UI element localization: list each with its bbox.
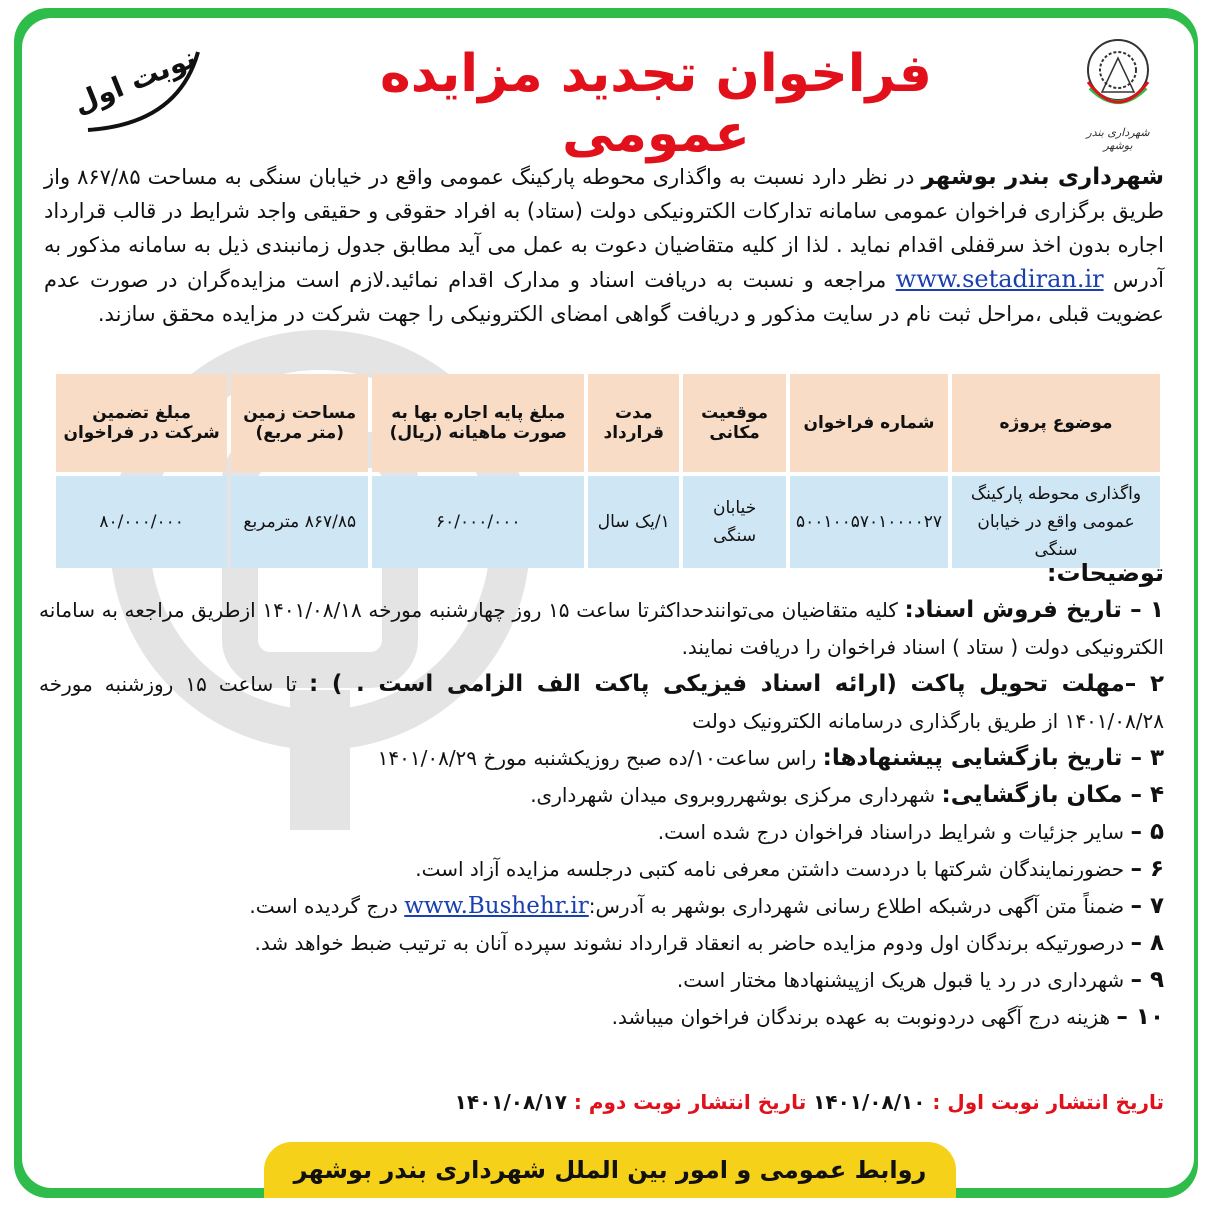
table-header-row xyxy=(56,374,1160,472)
th-base-rent: مبلغ پایه اجاره بها به صورت ماهیانه (ریال) xyxy=(372,374,584,472)
td-subject: واگذاری محوطه پارکینگ عمومی واقع در خیابان سنگی xyxy=(952,476,1160,568)
second-publication-label: تاریخ انتشار نوبت دوم : xyxy=(573,1090,807,1114)
municipality-logo xyxy=(1078,30,1158,152)
note-text: هزینه درج آگهی دردونوبت به عهده برندگان فراخوان میباشد. xyxy=(611,1005,1117,1029)
note-item-2 xyxy=(39,666,1164,740)
footer-banner: روابط عمومی و امور بین الملل شهرداری بندر بوشهر xyxy=(264,1142,956,1198)
bushehr-link[interactable]: www.Bushehr.ir xyxy=(404,893,589,919)
note-number: ۱۰ – xyxy=(1116,1004,1164,1030)
td-duration: ۱/یک سال xyxy=(588,476,679,568)
publication-dates xyxy=(44,1090,1164,1114)
bushehr-emblem-icon xyxy=(1078,30,1158,120)
note-number: ۴ – مکان بازگشایی: xyxy=(941,782,1164,808)
note-number: ۱ – تاریخ فروش اسناد: xyxy=(904,597,1164,623)
note-number: ۳ – تاریخ بازگشایی پیشنهادها: xyxy=(822,745,1164,771)
note-text: تا ساعت ۱۵ روزشنبه مورخه ۱۴۰۱/۰۸/۲۸ از طریق بارگذاری درسامانه الکترونیک دولت xyxy=(39,672,1164,733)
note-number: ۵ – xyxy=(1130,819,1164,845)
th-guarantee: مبلغ تضمین شرکت در فراخوان xyxy=(56,374,227,472)
th-subject: موضوع پروژه xyxy=(952,374,1160,472)
note-text: شهرداری مرکزی بوشهرروبروی میدان شهرداری. xyxy=(530,783,942,807)
note-item-6 xyxy=(39,851,1164,888)
note-number: ۹ – xyxy=(1130,967,1164,993)
td-call-number: ۵۰۰۱۰۰۵۷۰۱۰۰۰۰۲۷ xyxy=(790,476,948,568)
th-call-number: شماره فراخوان xyxy=(790,374,948,472)
note-item-3 xyxy=(39,740,1164,777)
note-number: ۶ – xyxy=(1130,856,1164,882)
first-publication-date: ۱۴۰۱/۰۸/۱۰ xyxy=(806,1090,933,1114)
note-text: درصورتیکه برندگان اول ودوم مزایده حاضر به انعقاد قرارداد نشوند سپرده آنان به ترتیب ضبط خواهد شد. xyxy=(254,931,1131,955)
first-publication-label: تاریخ انتشار نوبت اول : xyxy=(932,1090,1164,1114)
note-number: ۷ – xyxy=(1130,893,1164,919)
th-duration: مدت قرارداد xyxy=(588,374,679,472)
note-item-1 xyxy=(39,592,1164,666)
auction-table xyxy=(52,370,1164,572)
note-text: راس ساعت۱۰/ده صبح روزیکشنبه مورخ ۱۴۰۱/۰۸/۲۹ xyxy=(377,746,823,770)
second-publication-date: ۱۴۰۱/۰۸/۱۷ xyxy=(454,1090,574,1114)
notes-section xyxy=(39,555,1164,1036)
td-area: ۸۶۷/۸۵ مترمربع xyxy=(231,476,368,568)
setadiran-link[interactable]: www.setadiran.ir xyxy=(895,265,1104,293)
note-number: ۲ –مهلت تحویل پاکت (ارائه اسناد فیزیکی پاکت الف الزامی است . ) : xyxy=(308,671,1165,697)
note-text: سایر جزئیات و شرایط دراسناد فراخوان درج شده است. xyxy=(657,820,1131,844)
td-guarantee: ۸۰/۰۰۰/۰۰۰ xyxy=(56,476,227,568)
note-text: کلیه متقاضیان می‌توانندحداکثرتا ساعت ۱۵ روز چهارشنبه مورخه ۱۴۰۱/۰۸/۱۸ ازطریق مراجعه به سامانه الکترونیکی دولت ( ستاد ) اسناد فراخوان را دریافت نمایند. xyxy=(39,598,1164,659)
note-text: ضمناً متن آگهی درشبکه اطلاع رسانی شهرداری بوشهر به آدرس: xyxy=(588,894,1131,918)
intro-text-2: مراجعه و نسبت به دریافت اسناد و مدارک اقدام نمائید.لازم است مزایده‌گران در صورت عدم عضویت قبلی ،مراحل ثبت نام در سایت مذکور و دریافت گواهی امضای الکترونیکی را جهت شرکت در مزایده محقق سازند. xyxy=(44,268,1164,326)
note-item-5 xyxy=(39,814,1164,851)
notes-heading: توضیحات: xyxy=(1046,559,1164,587)
td-location: خیابان سنگی xyxy=(683,476,786,568)
turn-badge-text: نوبت اول xyxy=(68,40,201,121)
page-title: فراخوان تجدید مزایده عمومی xyxy=(380,44,932,164)
note-text: درج گردیده است. xyxy=(249,894,405,918)
intro-paragraph xyxy=(44,160,1164,331)
th-area: مساحت زمین (متر مربع) xyxy=(231,374,368,472)
note-item-7 xyxy=(39,888,1164,925)
note-item-9 xyxy=(39,962,1164,999)
note-item-10 xyxy=(39,999,1164,1036)
org-name: شهرداری بندر بوشهر xyxy=(921,164,1164,190)
note-number: ۸ – xyxy=(1130,930,1164,956)
note-text: شهرداری در رد یا قبول هریک ازپیشنهادها مختار است. xyxy=(676,968,1131,992)
td-base-rent: ۶۰/۰۰۰/۰۰۰ xyxy=(372,476,584,568)
turn-badge xyxy=(58,40,208,134)
intro-text-1: در نظر دارد نسبت به واگذاری محوطه پارکینگ عمومی واقع در خیابان سنگی به مساحت ۸۶۷/۸۵ واز طریق برگزاری فراخوان عمومی سامانه تدارکات الکترونیکی دولت (ستاد) به افراد حقوقی و حقیقی واجد شرایط در قالب قرارداد اجاره بدون اخذ سرقفلی اقدام نماید . لذا از کلیه متقاضیان دعوت به عمل می آید مطابق جدول زمانبندی ذیل به سامانه مذکور به آدرس xyxy=(44,165,1165,292)
th-location: موقعیت مکانی xyxy=(683,374,786,472)
note-item-4 xyxy=(39,777,1164,814)
note-item-8 xyxy=(39,925,1164,962)
logo-caption: شهرداری بندر بوشهر xyxy=(1086,126,1150,152)
note-text: حضورنمایندگان شرکتها با دردست داشتن معرفی نامه کتبی درجلسه مزایده آزاد است. xyxy=(415,857,1131,881)
